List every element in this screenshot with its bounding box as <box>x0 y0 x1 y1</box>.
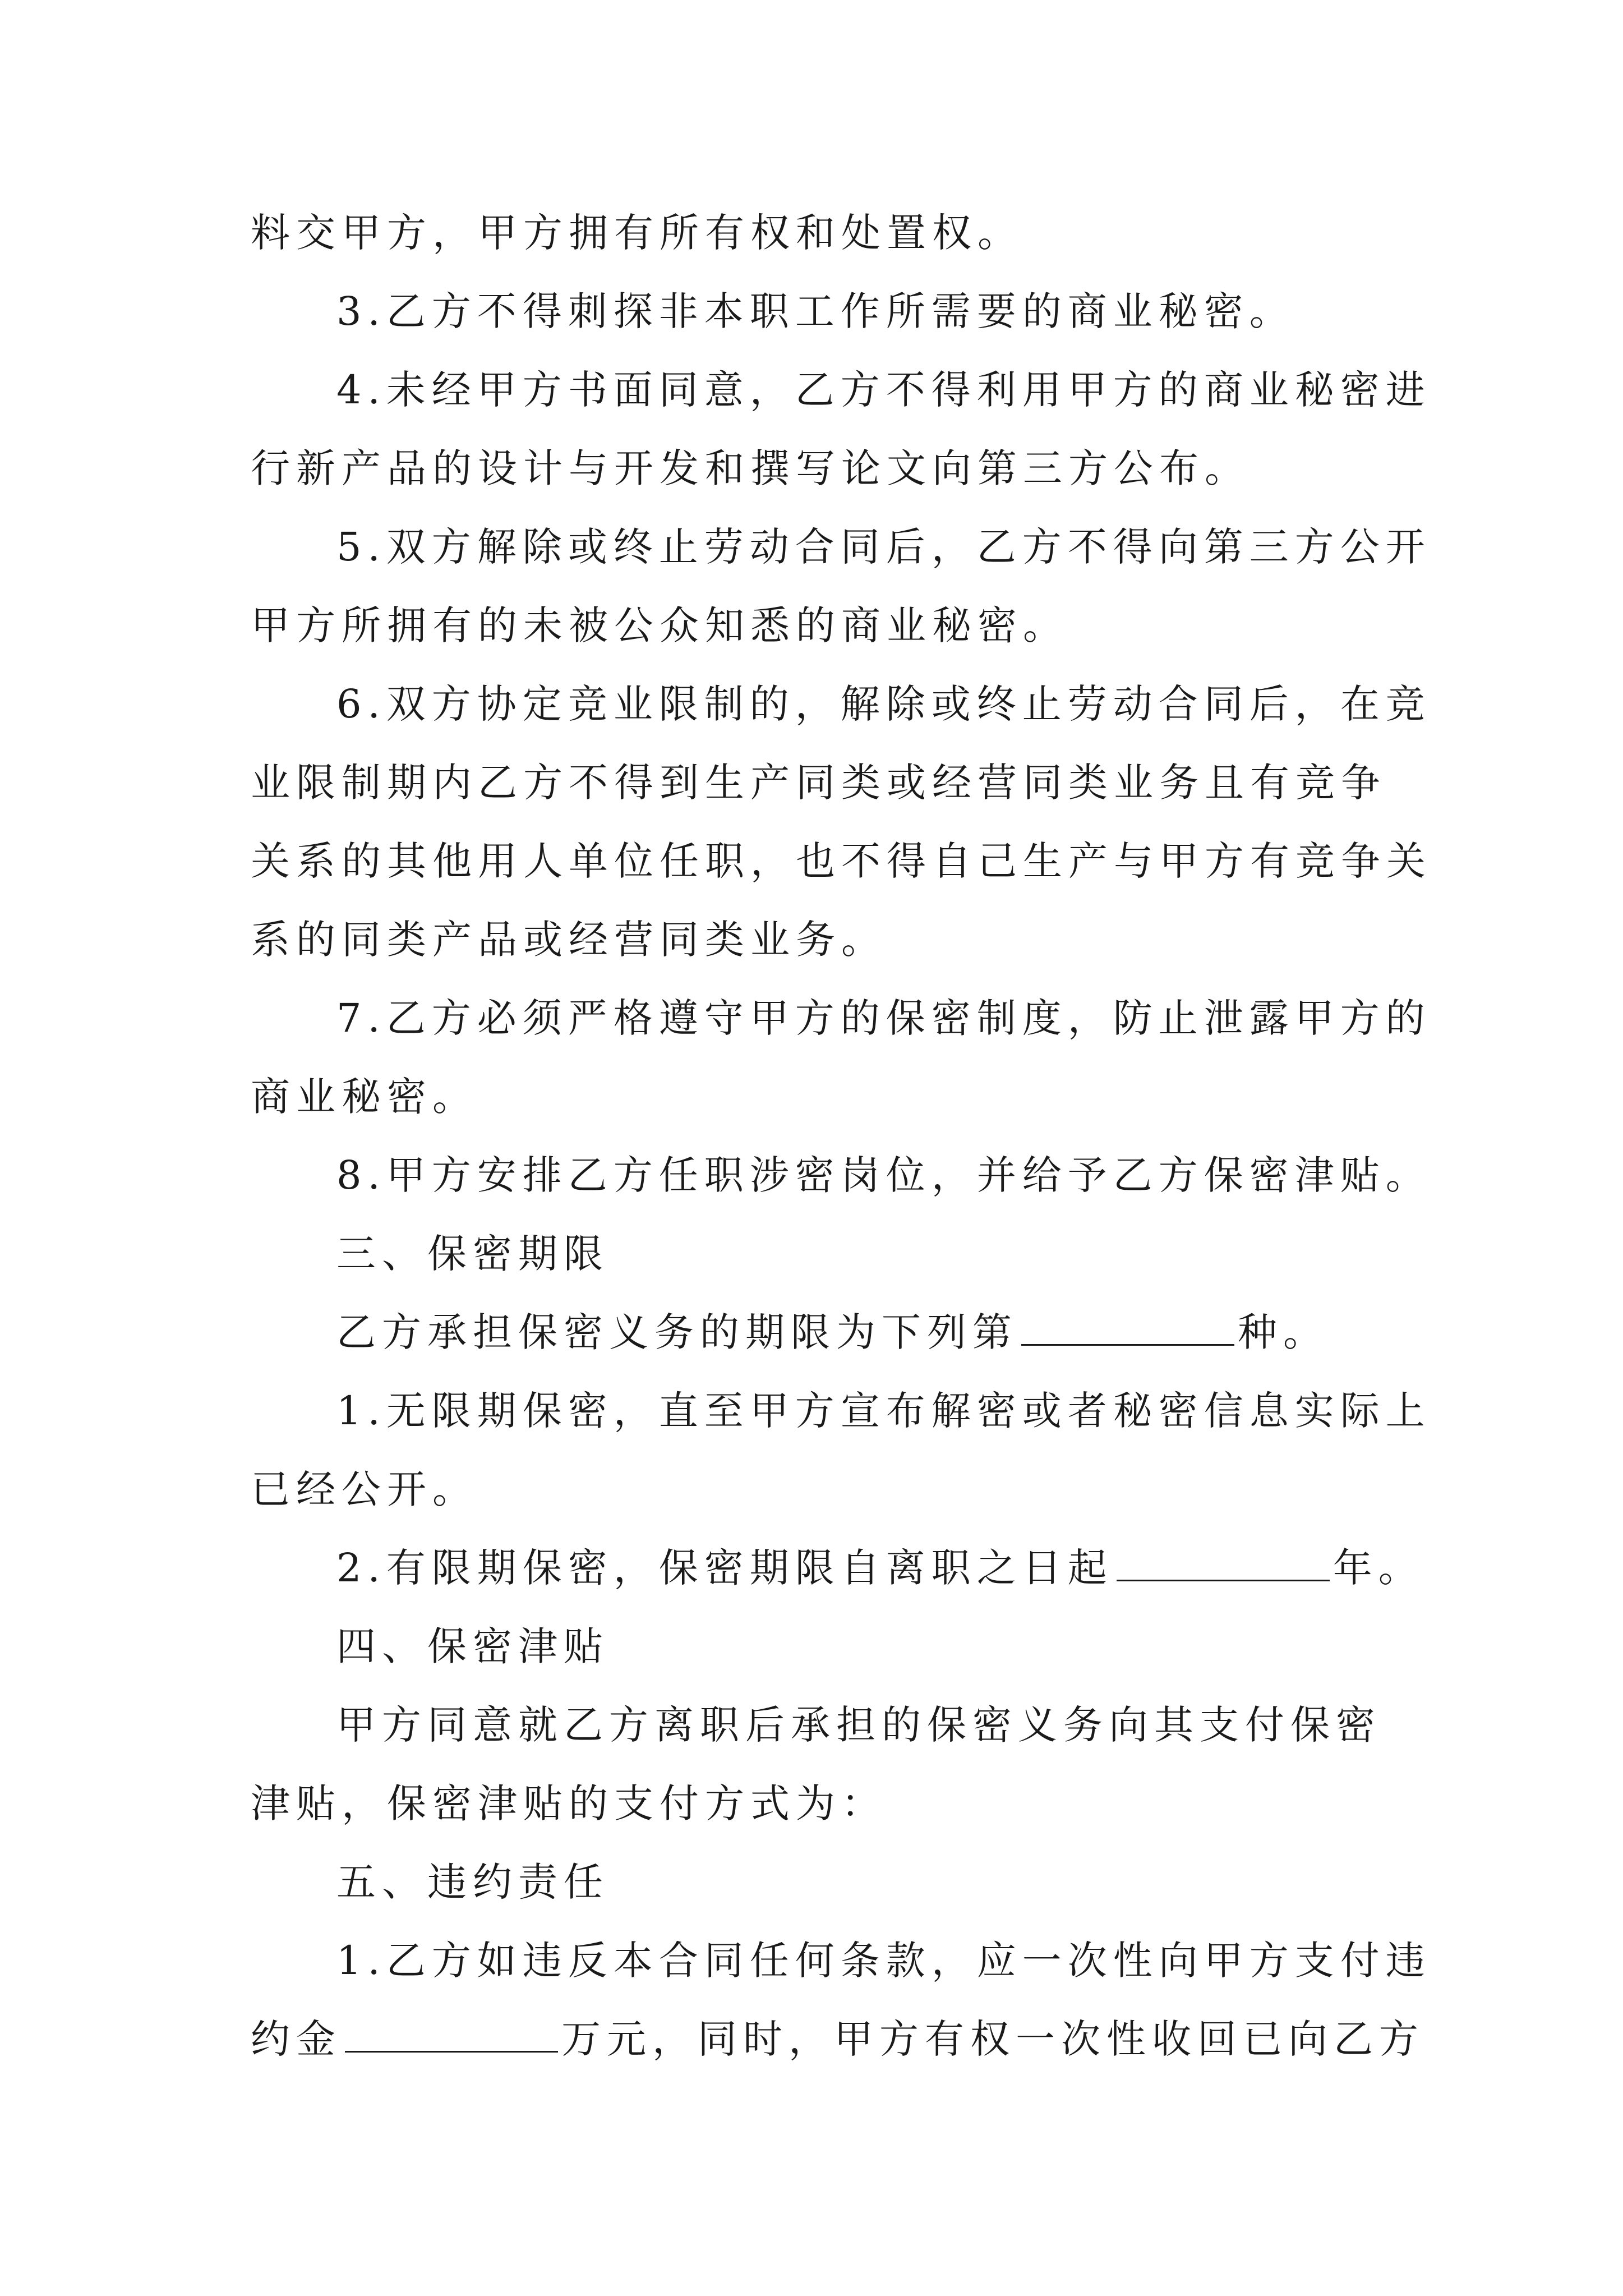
text-line: 关系的其他用人单位任职，也不得自己生产与甲方有竞争关 <box>251 838 1432 884</box>
fill-in-line-period-option <box>336 1304 1329 1360</box>
text-line: 业限制期内乙方不得到生产同类或经营同类业务且有竞争 <box>251 760 1386 806</box>
section-heading-confidentiality-period: 三、保密期限 <box>336 1231 609 1277</box>
line-text-after: 万元，同时，甲方有权一次性收回已向乙方 <box>561 2016 1424 2062</box>
section-heading-allowance: 四、保密津贴 <box>336 1623 609 1669</box>
text-line: 料交甲方，甲方拥有所有权和处置权。 <box>251 210 1023 256</box>
fill-in-blank[interactable] <box>345 2017 558 2053</box>
text-line: 已经公开。 <box>251 1466 478 1512</box>
liability-item-1: 1.乙方如违反本合同任何条款，应一次性向甲方支付违 <box>336 1938 1431 1984</box>
section-heading-liability: 五、违约责任 <box>336 1859 609 1905</box>
clause-item-7: 7.乙方必须严格遵守甲方的保密制度，防止泄露甲方的 <box>336 995 1431 1041</box>
text-line: 行新产品的设计与开发和撰写论文向第三方公布。 <box>251 445 1250 491</box>
text-line: 系的同类产品或经营同类业务。 <box>251 917 887 963</box>
text-line: 甲方所拥有的未被公众知悉的商业秘密。 <box>251 602 1068 648</box>
line-text-before: 约金 <box>251 2016 342 2062</box>
text-line: 津贴，保密津贴的支付方式为： <box>251 1780 887 1826</box>
text-line: 甲方同意就乙方离职后承担的保密义务向其支付保密 <box>336 1702 1381 1748</box>
clause-item-3: 3.乙方不得刺探非本职工作所需要的商业秘密。 <box>336 288 1295 334</box>
clause-item-5: 5.双方解除或终止劳动合同后，乙方不得向第三方公开 <box>336 524 1431 570</box>
period-option-1: 1.无限期保密，直至甲方宣布解密或者秘密信息实际上 <box>336 1388 1431 1434</box>
text-line: 商业秘密。 <box>251 1074 478 1120</box>
clause-item-8: 8.甲方安排乙方任职涉密岗位，并给予乙方保密津贴。 <box>336 1152 1431 1198</box>
line-text-before: 乙方承担保密义务的期限为下列第 <box>336 1309 1018 1355</box>
clause-item-4: 4.未经甲方书面同意，乙方不得利用甲方的商业秘密进 <box>336 367 1431 413</box>
fill-in-blank[interactable] <box>1117 1546 1330 1581</box>
fill-in-blank[interactable] <box>1021 1310 1234 1346</box>
fill-in-line-period-years <box>336 1540 1424 1596</box>
line-text-after: 种。 <box>1238 1309 1329 1355</box>
fill-in-line-penalty <box>251 2011 1424 2067</box>
clause-item-6: 6.双方协定竞业限制的，解除或终止劳动合同后，在竞 <box>336 681 1431 727</box>
line-text-before: 2.有限期保密，保密期限自离职之日起 <box>336 1545 1113 1591</box>
line-text-after: 年。 <box>1332 1545 1424 1591</box>
